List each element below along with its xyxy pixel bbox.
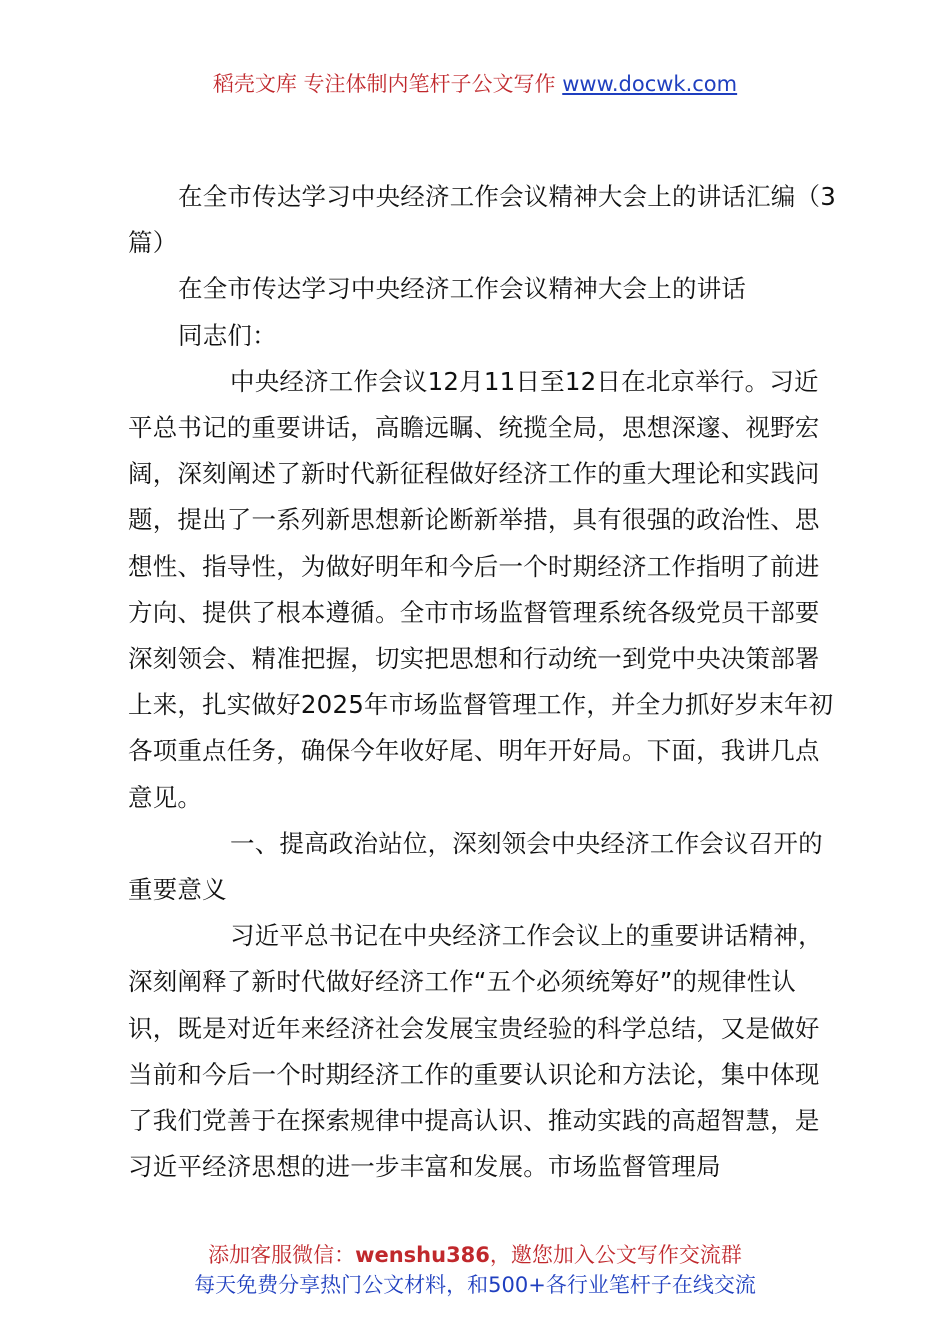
document-title: 在全市传达学习中央经济工作会议精神大会上的讲话汇编（3篇） xyxy=(128,182,836,258)
document-body xyxy=(128,174,838,1190)
header-site-name: 稻壳文库 专注体制内笔杆子公文写作 xyxy=(212,72,556,96)
paragraph-section-1: 习近平总书记在中央经济工作会议上的重要讲话精神，深刻阐释了新时代做好经济工作“五个必须统筹好”的规律性认识，既是对近年来经济社会发展宝贵经验的科学总结，又是做好当前和今后一个时期经济工作的重要认识论和方法论，集中体现了我们党善于在探索规律中提高认识、推动实践的高超智慧，是习近平经济思想的进一步丰富和发展。市场监督管理局 xyxy=(128,921,823,1182)
footer-wechat-id: wenshu386 xyxy=(355,1243,490,1267)
salutation: 同志们： xyxy=(178,320,277,350)
page-header xyxy=(0,68,950,100)
page-footer xyxy=(0,1240,950,1300)
section-heading-1: 一、提高政治站位，深刻领会中央经济工作会议召开的重要意义 xyxy=(128,828,823,905)
paragraph-intro: 中央经济工作会议12月11日至12日在北京举行。习近平总书记的重要讲话，高瞻远瞩、统揽全局，思想深邃、视野宏阔，深刻阐述了新时代新征程做好经济工作的重大理论和实践问题，提出了一系列新思想新论断新举措，具有很强的政治性、思想性、指导性，为做好明年和今后一个时期经济工作指明了前进方向、提供了根本遵循。全市市场监督管理系统各级党员干部要深刻领会、精准把握，切实把思想和行动统一到党中央决策部署上来，扎实做好2025年市场监督管理工作，并全力抓好岁末年初各项重点任务，确保今年收好尾、明年开好局。下面，我讲几点意见。 xyxy=(128,366,834,812)
footer-contact-prefix: 添加客服微信： xyxy=(208,1243,356,1267)
header-url-link[interactable]: www.docwk.com xyxy=(562,72,738,96)
footer-contact-line xyxy=(0,1240,950,1270)
footer-contact-suffix: ，邀您加入公文写作交流群 xyxy=(489,1243,742,1267)
footer-promo-line: 每天免费分享热门公文材料，和500+各行业笔杆子在线交流 xyxy=(194,1273,756,1297)
speech-subtitle: 在全市传达学习中央经济工作会议精神大会上的讲话 xyxy=(178,274,747,304)
